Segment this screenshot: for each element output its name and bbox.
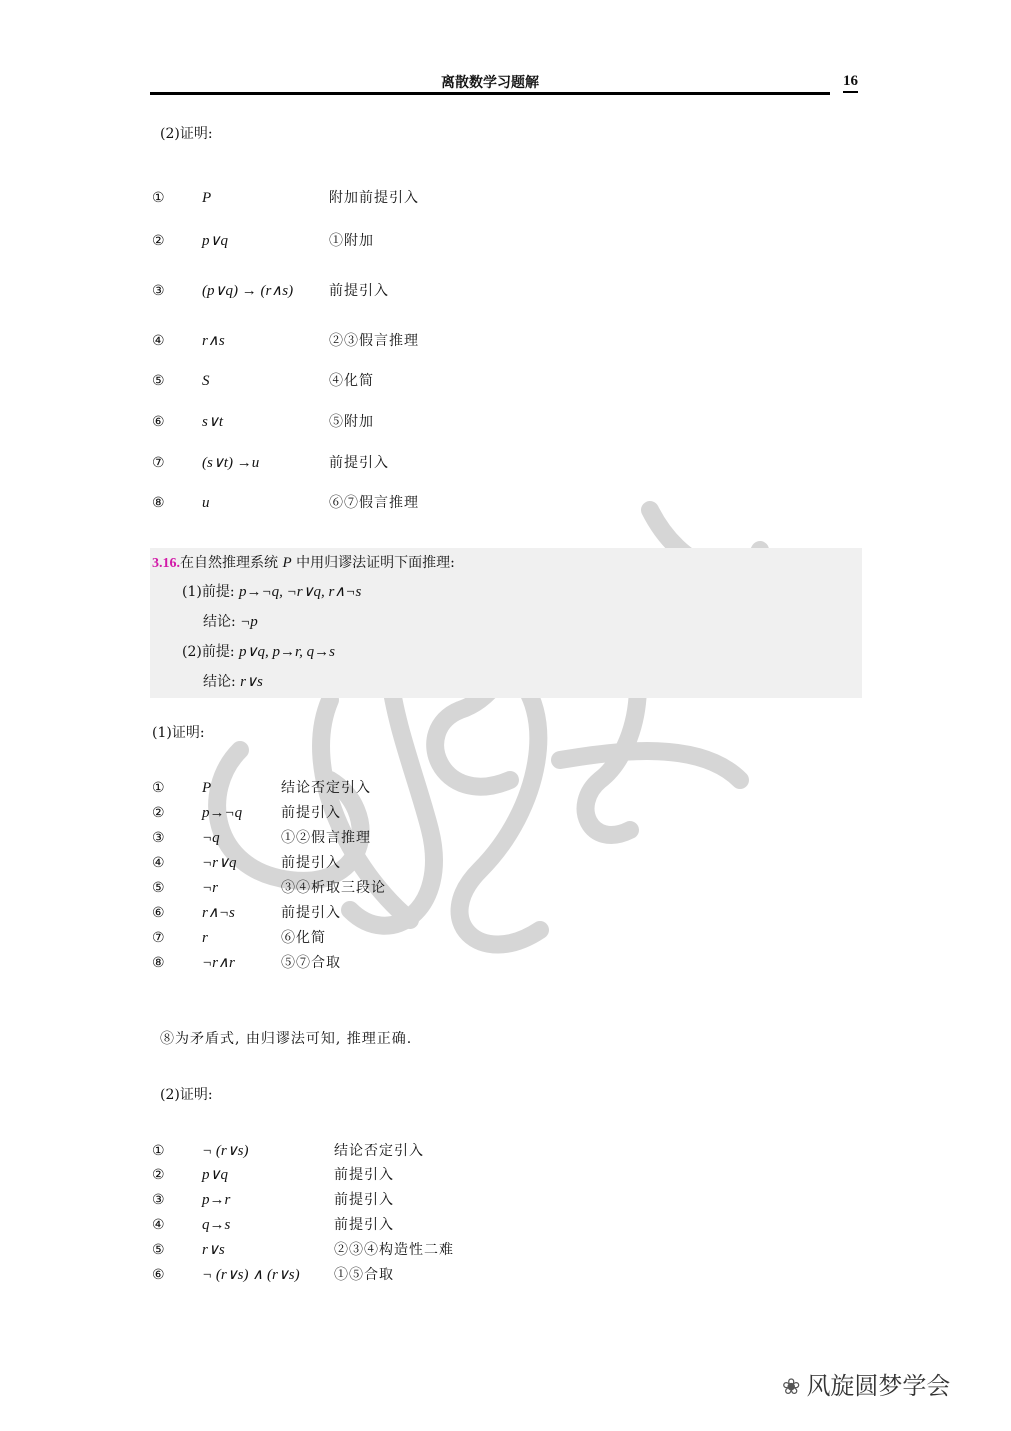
step-number: ⑦: [152, 930, 165, 946]
step-number: ⑧: [152, 955, 165, 971]
calligraphy-watermark: [180, 450, 800, 1010]
step-rule: ②③假言推理: [329, 333, 419, 349]
step-rule: 前提引入: [334, 1167, 394, 1183]
proof-step: [152, 902, 752, 924]
step-number: ②: [152, 233, 165, 249]
proof-step: [152, 230, 752, 252]
premise-2-formula: p∨q, p→r, q→s: [239, 644, 335, 660]
conclusion-1-formula: ¬p: [240, 614, 258, 630]
conclusion-1-label: 结论:: [203, 614, 241, 630]
step-formula: r: [202, 930, 208, 946]
step-rule: 前提引入: [329, 455, 389, 471]
step-rule: 附加前提引入: [329, 190, 419, 206]
proof-b-conclusion: ⑧为矛盾式, 由归谬法可知, 推理正确.: [160, 1031, 413, 1047]
step-rule: ①附加: [329, 233, 374, 249]
proof-step: [152, 827, 752, 849]
step-rule: ⑤⑦合取: [281, 955, 341, 971]
step-formula: p→r: [202, 1192, 231, 1208]
step-formula: ¬r: [202, 880, 218, 896]
step-rule: ①②假言推理: [281, 830, 371, 846]
step-formula: P: [202, 190, 212, 206]
step-formula: ¬q: [202, 830, 220, 846]
step-rule: 结论否定引入: [281, 780, 371, 796]
running-header-title: 离散数学习题解: [441, 75, 539, 91]
problem-box: [150, 548, 862, 698]
step-number: ⑤: [152, 1242, 165, 1258]
step-number: ⑥: [152, 414, 165, 430]
step-rule: 前提引入: [281, 805, 341, 821]
step-rule: 前提引入: [329, 283, 389, 299]
step-formula: ¬ (r∨s) ∧ (r∨s): [202, 1267, 300, 1283]
wechat-icon: ❀: [782, 1375, 801, 1400]
header-rule: [150, 92, 830, 95]
step-number: ⑥: [152, 905, 165, 921]
proof-step: [152, 852, 752, 874]
page-number: 16: [843, 72, 858, 93]
step-rule: ⑥化简: [281, 930, 326, 946]
premise-2: [182, 641, 335, 661]
proof-step: [152, 411, 752, 433]
step-formula: r∧s: [202, 333, 225, 349]
step-number: ④: [152, 333, 165, 349]
step-formula: s∨t: [202, 414, 223, 430]
proof-step: [152, 330, 752, 352]
step-number: ⑧: [152, 495, 165, 511]
step-rule: ①⑤合取: [334, 1267, 394, 1283]
step-formula: r∧¬s: [202, 905, 235, 921]
step-formula: r∨s: [202, 1242, 225, 1258]
proof-step: [152, 187, 752, 209]
problem-number: 3.16.: [152, 556, 180, 571]
step-formula: ¬r∧r: [202, 955, 235, 971]
step-formula: p→¬q: [202, 805, 243, 821]
conclusion-2-label: 结论:: [203, 674, 241, 690]
step-number: ⑤: [152, 880, 165, 896]
proof-step: [152, 952, 752, 974]
step-formula: ¬ (r∨s): [202, 1143, 249, 1159]
premise-1: [182, 581, 361, 601]
step-formula: (p∨q) → (r∧s): [202, 283, 294, 299]
footer-brand-text: 风旋圆梦学会: [806, 1372, 951, 1400]
conclusion-1: [203, 611, 258, 631]
step-number: ⑤: [152, 373, 165, 389]
proof-c-label: (2)证明:: [160, 1087, 213, 1103]
step-formula: S: [202, 373, 210, 389]
step-number: ②: [152, 1167, 165, 1183]
problem-statement-text: 在自然推理系统: [180, 555, 283, 571]
step-formula: P: [202, 780, 212, 796]
conclusion-2: [203, 671, 263, 691]
premise-2-label: (2)前提:: [182, 644, 239, 660]
step-formula: p∨q: [202, 233, 228, 249]
proof-step: [152, 1140, 752, 1162]
problem-statement: [152, 552, 455, 572]
step-number: ①: [152, 780, 165, 796]
step-rule: ②③④构造性二难: [334, 1242, 454, 1258]
step-rule: 结论否定引入: [334, 1143, 424, 1159]
proof-step: [152, 1189, 752, 1211]
proof-step: [152, 1239, 752, 1261]
proof-step: [152, 492, 752, 514]
step-rule: 前提引入: [334, 1192, 394, 1208]
step-number: ⑥: [152, 1267, 165, 1283]
proof-step: [152, 1264, 752, 1286]
step-number: ⑦: [152, 455, 165, 471]
proof-step: [152, 452, 752, 474]
problem-system: P: [282, 555, 292, 571]
premise-1-label: (1)前提:: [182, 584, 239, 600]
step-number: ①: [152, 1143, 165, 1159]
step-number: ①: [152, 190, 165, 206]
footer-brand: [782, 1366, 950, 1401]
premise-1-formula: p→¬q, ¬r∨q, r∧¬s: [239, 584, 362, 600]
proof-step: [152, 280, 752, 302]
step-formula: ¬r∨q: [202, 855, 237, 871]
conclusion-2-formula: r∨s: [240, 674, 263, 690]
step-formula: u: [202, 495, 210, 511]
problem-statement-text-2: 中用归谬法证明下面推理:: [291, 555, 455, 571]
step-rule: ⑤附加: [329, 414, 374, 430]
step-number: ③: [152, 1192, 165, 1208]
step-rule: ⑥⑦假言推理: [329, 495, 419, 511]
proof-step: [152, 877, 752, 899]
step-formula: p∨q: [202, 1167, 228, 1183]
step-rule: ④化简: [329, 373, 374, 389]
step-formula: q→s: [202, 1217, 231, 1233]
proof-step: [152, 802, 752, 824]
step-rule: 前提引入: [334, 1217, 394, 1233]
proof-step: [152, 1214, 752, 1236]
step-number: ③: [152, 283, 165, 299]
step-formula: (s∨t) →u: [202, 455, 260, 471]
proof-b-label: (1)证明:: [152, 725, 205, 741]
proof-a-label: (2)证明:: [160, 126, 213, 142]
proof-step: [152, 1164, 752, 1186]
step-number: ②: [152, 805, 165, 821]
step-number: ④: [152, 855, 165, 871]
step-rule: 前提引入: [281, 855, 341, 871]
step-rule: 前提引入: [281, 905, 341, 921]
step-number: ③: [152, 830, 165, 846]
proof-step: [152, 927, 752, 949]
step-rule: ③④析取三段论: [281, 880, 386, 896]
step-number: ④: [152, 1217, 165, 1233]
proof-step: [152, 777, 752, 799]
proof-step: [152, 370, 752, 392]
